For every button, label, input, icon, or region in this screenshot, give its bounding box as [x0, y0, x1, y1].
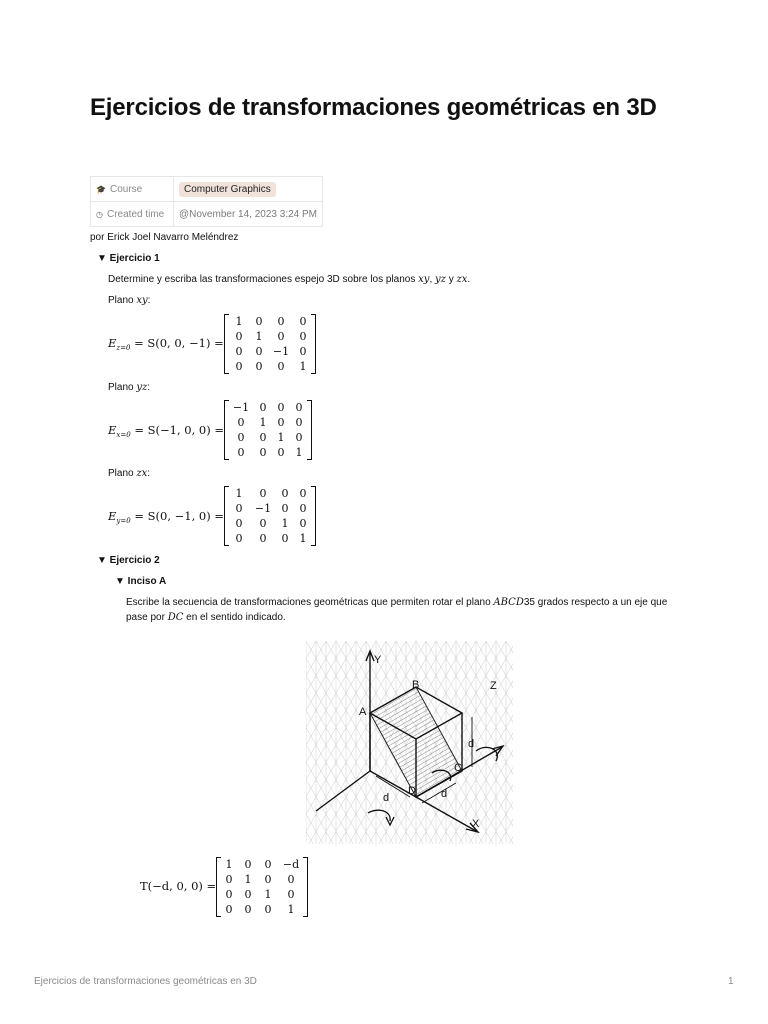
matrix-bracket-right: [311, 314, 316, 374]
plane-yz-math: yz: [136, 382, 148, 393]
matrix-cell: 0: [277, 416, 285, 429]
matrix-row: [228, 344, 312, 359]
matrix-cell: 1: [225, 858, 233, 871]
toggle-ejercicio-2[interactable]: ▼ Ejercicio 2: [97, 555, 160, 566]
eq3-symbol: E: [108, 509, 117, 523]
matrix-cell: 0: [235, 330, 243, 343]
matrix-cell: 0: [235, 360, 243, 373]
equation-e-z0: [108, 336, 224, 352]
matrix-cell: 0: [259, 431, 267, 444]
matrix-cell: 1: [264, 888, 272, 901]
matrix-cell: 0: [259, 532, 267, 545]
matrix-cell: 1: [255, 330, 263, 343]
equation-e-y0: [108, 509, 224, 525]
matrix-cell: 0: [277, 330, 285, 343]
matrix-cell: 1: [299, 360, 307, 373]
desc2-math-dc: DC: [167, 612, 184, 623]
matrix-row: [220, 872, 304, 887]
matrix-cell: 0: [255, 345, 263, 358]
matrix-cell: 1: [235, 487, 243, 500]
eq2-rhs: = S(−1, 0, 0) =: [130, 423, 224, 437]
desc2-text-b: en el sentido indicado.: [183, 612, 286, 623]
ex1-sep-2: y: [445, 274, 457, 285]
matrix-cell: 0: [235, 345, 243, 358]
plane-colon: :: [147, 295, 151, 306]
matrix-cell: 0: [299, 487, 307, 500]
label-d: D: [408, 785, 416, 797]
eq2-subscript: x=0: [116, 431, 131, 439]
matrix-cell: 0: [237, 446, 245, 459]
matrix-row: [228, 486, 312, 501]
matrix-cell: 0: [299, 517, 307, 530]
matrix-cell: 1: [259, 416, 267, 429]
plane-colon: :: [147, 382, 151, 393]
ex1-intro-text: Determine y escriba las transformaciones espejo 3D sobre los planos: [108, 274, 419, 285]
label-a: A: [359, 706, 367, 718]
created-label-cell: [91, 202, 174, 227]
matrix-cell: 0: [281, 487, 289, 500]
matrix-bracket-right: [303, 857, 308, 917]
matrix-cell: 0: [225, 888, 233, 901]
matrix-row: [228, 531, 312, 546]
eq2-symbol: E: [108, 423, 117, 437]
matrix-cell: 0: [259, 487, 267, 500]
matrix-cell: 0: [277, 446, 285, 459]
matrix-cell: −d: [282, 858, 300, 871]
footer-title: Ejercicios de transformaciones geométricas en 3D: [34, 976, 257, 987]
matrix-cell: 0: [295, 431, 303, 444]
matrix-cell: 0: [255, 360, 263, 373]
desc-text-a: Escribe la secuencia de transformaciones geométricas que permiten rotar el plano: [126, 597, 494, 608]
matrix-cell: 0: [244, 858, 252, 871]
matrix-cell: 0: [225, 903, 233, 916]
matrix-row: [228, 359, 312, 374]
desc2-text-a: pase por: [126, 612, 168, 623]
equation-e-x0: [108, 423, 224, 439]
label-dist-left: d: [383, 792, 390, 804]
ex1-math-zx: zx: [456, 274, 468, 285]
desc-text-b: 35 grados respecto a un eje que: [523, 597, 668, 608]
eq1-subscript: z=0: [116, 344, 131, 352]
label-dist-vertical: d: [468, 738, 475, 750]
matrix-cell: 1: [235, 315, 243, 328]
desc-math-abcd: ABCD: [493, 597, 524, 608]
plane-word: Plano: [108, 295, 137, 306]
course-label: Course: [109, 183, 143, 195]
ex1-math-xy: xy: [418, 274, 430, 285]
matrix-row: [228, 400, 308, 415]
matrix-bracket-left: [224, 486, 229, 546]
plane-word: Plano: [108, 382, 137, 393]
plane-xy-label: [108, 295, 150, 306]
eq3-rhs: = S(0, −1, 0) =: [130, 509, 224, 523]
ex1-intro: [108, 274, 470, 285]
label-x: X: [472, 818, 480, 830]
matrix-row: [228, 430, 308, 445]
matrix-cell: 0: [287, 888, 295, 901]
matrix-cell: 0: [299, 330, 307, 343]
course-value-cell[interactable]: [174, 177, 323, 202]
matrix-cell: 0: [299, 502, 307, 515]
matrix-row: [220, 857, 304, 872]
matrix-bracket-left: [224, 400, 229, 460]
matrix-cell: 0: [299, 345, 307, 358]
matrix-cell: 0: [235, 517, 243, 530]
matrix-e-z0: [224, 314, 316, 374]
matrix-cell: 0: [235, 532, 243, 545]
course-tag[interactable]: Computer Graphics: [179, 182, 276, 197]
matrix-translation: [216, 857, 308, 917]
matrix-bracket-right: [307, 400, 312, 460]
property-row-created: [91, 202, 323, 227]
plane-zx-math: zx: [136, 468, 148, 479]
matrix-bracket-right: [311, 486, 316, 546]
label-y: Y: [374, 654, 382, 666]
matrix-bracket-left: [216, 857, 221, 917]
ex1-math-yz: yz: [435, 274, 446, 285]
plane-xy-math: xy: [136, 295, 148, 306]
matrix-cell: 0: [281, 532, 289, 545]
matrix-cell: 0: [259, 446, 267, 459]
created-value: @November 14, 2023 3:24 PM: [174, 202, 323, 227]
matrix-cell: 0: [264, 858, 272, 871]
matrix-cell: 0: [264, 903, 272, 916]
inciso-a-desc-line1: [126, 597, 667, 608]
matrix-cell: 1: [295, 446, 303, 459]
plane-colon: :: [147, 468, 151, 479]
matrix-cell: −1: [272, 345, 290, 358]
toggle-inciso-a[interactable]: ▼ Inciso A: [115, 576, 167, 587]
ex1-sep-1: ,: [429, 274, 436, 285]
matrix-cell: 0: [281, 502, 289, 515]
author-line: por Erick Joel Navarro Meléndrez: [90, 232, 239, 243]
created-label: Created time: [106, 208, 165, 220]
equation-translation: T(−d, 0, 0) =: [140, 879, 217, 893]
properties-table: [90, 176, 323, 227]
matrix-cell: 1: [287, 903, 295, 916]
eq3-subscript: y=0: [116, 517, 131, 525]
matrix-cell: 0: [255, 315, 263, 328]
page-title: Ejercicios de transformaciones geométricas en 3D: [90, 94, 657, 121]
plane-zx-label: [108, 468, 150, 479]
page-number: 1: [728, 976, 734, 987]
label-dist-right: d: [441, 788, 448, 800]
matrix-cell: 0: [277, 360, 285, 373]
matrix-row: [228, 501, 312, 516]
matrix-cell: 0: [237, 416, 245, 429]
plane-word: Plano: [108, 468, 137, 479]
matrix-cell: −1: [254, 502, 272, 515]
matrix-cell: 1: [277, 431, 285, 444]
matrix-row: [228, 329, 312, 344]
matrix-row: [220, 887, 304, 902]
matrix-row: [228, 314, 312, 329]
matrix-row: [228, 415, 308, 430]
eq1-rhs: = S(0, 0, −1) =: [130, 336, 224, 350]
matrix-cell: 1: [299, 532, 307, 545]
matrix-cell: 0: [277, 315, 285, 328]
label-z: Z: [490, 680, 497, 692]
clock-icon: ◷: [96, 209, 103, 219]
matrix-cell: 0: [259, 401, 267, 414]
isometric-cube-figure: [306, 641, 513, 844]
matrix-cell: 0: [295, 416, 303, 429]
matrix-cell: −1: [232, 401, 250, 414]
inciso-a-desc-line2: [126, 612, 286, 623]
matrix-row: [228, 516, 312, 531]
matrix-row: [228, 445, 308, 460]
matrix-cell: 0: [264, 873, 272, 886]
matrix-bracket-left: [224, 314, 229, 374]
course-label-cell: [91, 177, 174, 202]
matrix-cell: 0: [244, 903, 252, 916]
matrix-cell: 0: [299, 315, 307, 328]
matrix-cell: 0: [295, 401, 303, 414]
matrix-cell: 0: [235, 502, 243, 515]
label-b: B: [412, 679, 420, 691]
matrix-cell: 0: [225, 873, 233, 886]
matrix-cell: 1: [244, 873, 252, 886]
graduation-cap-icon: 🎓: [96, 184, 106, 194]
property-row-course: [91, 177, 323, 202]
ex1-intro-end: .: [467, 274, 471, 285]
matrix-cell: 0: [237, 431, 245, 444]
matrix-cell: 1: [281, 517, 289, 530]
matrix-cell: 0: [244, 888, 252, 901]
toggle-ejercicio-1[interactable]: ▼ Ejercicio 1: [97, 253, 160, 264]
eq1-symbol: E: [108, 336, 117, 350]
plane-yz-label: [108, 382, 150, 393]
matrix-cell: 0: [277, 401, 285, 414]
matrix-row: [220, 902, 304, 917]
matrix-e-y0: [224, 486, 316, 546]
label-c: C: [454, 762, 462, 774]
matrix-cell: 0: [259, 517, 267, 530]
matrix-cell: 0: [287, 873, 295, 886]
matrix-e-x0: [224, 400, 312, 460]
